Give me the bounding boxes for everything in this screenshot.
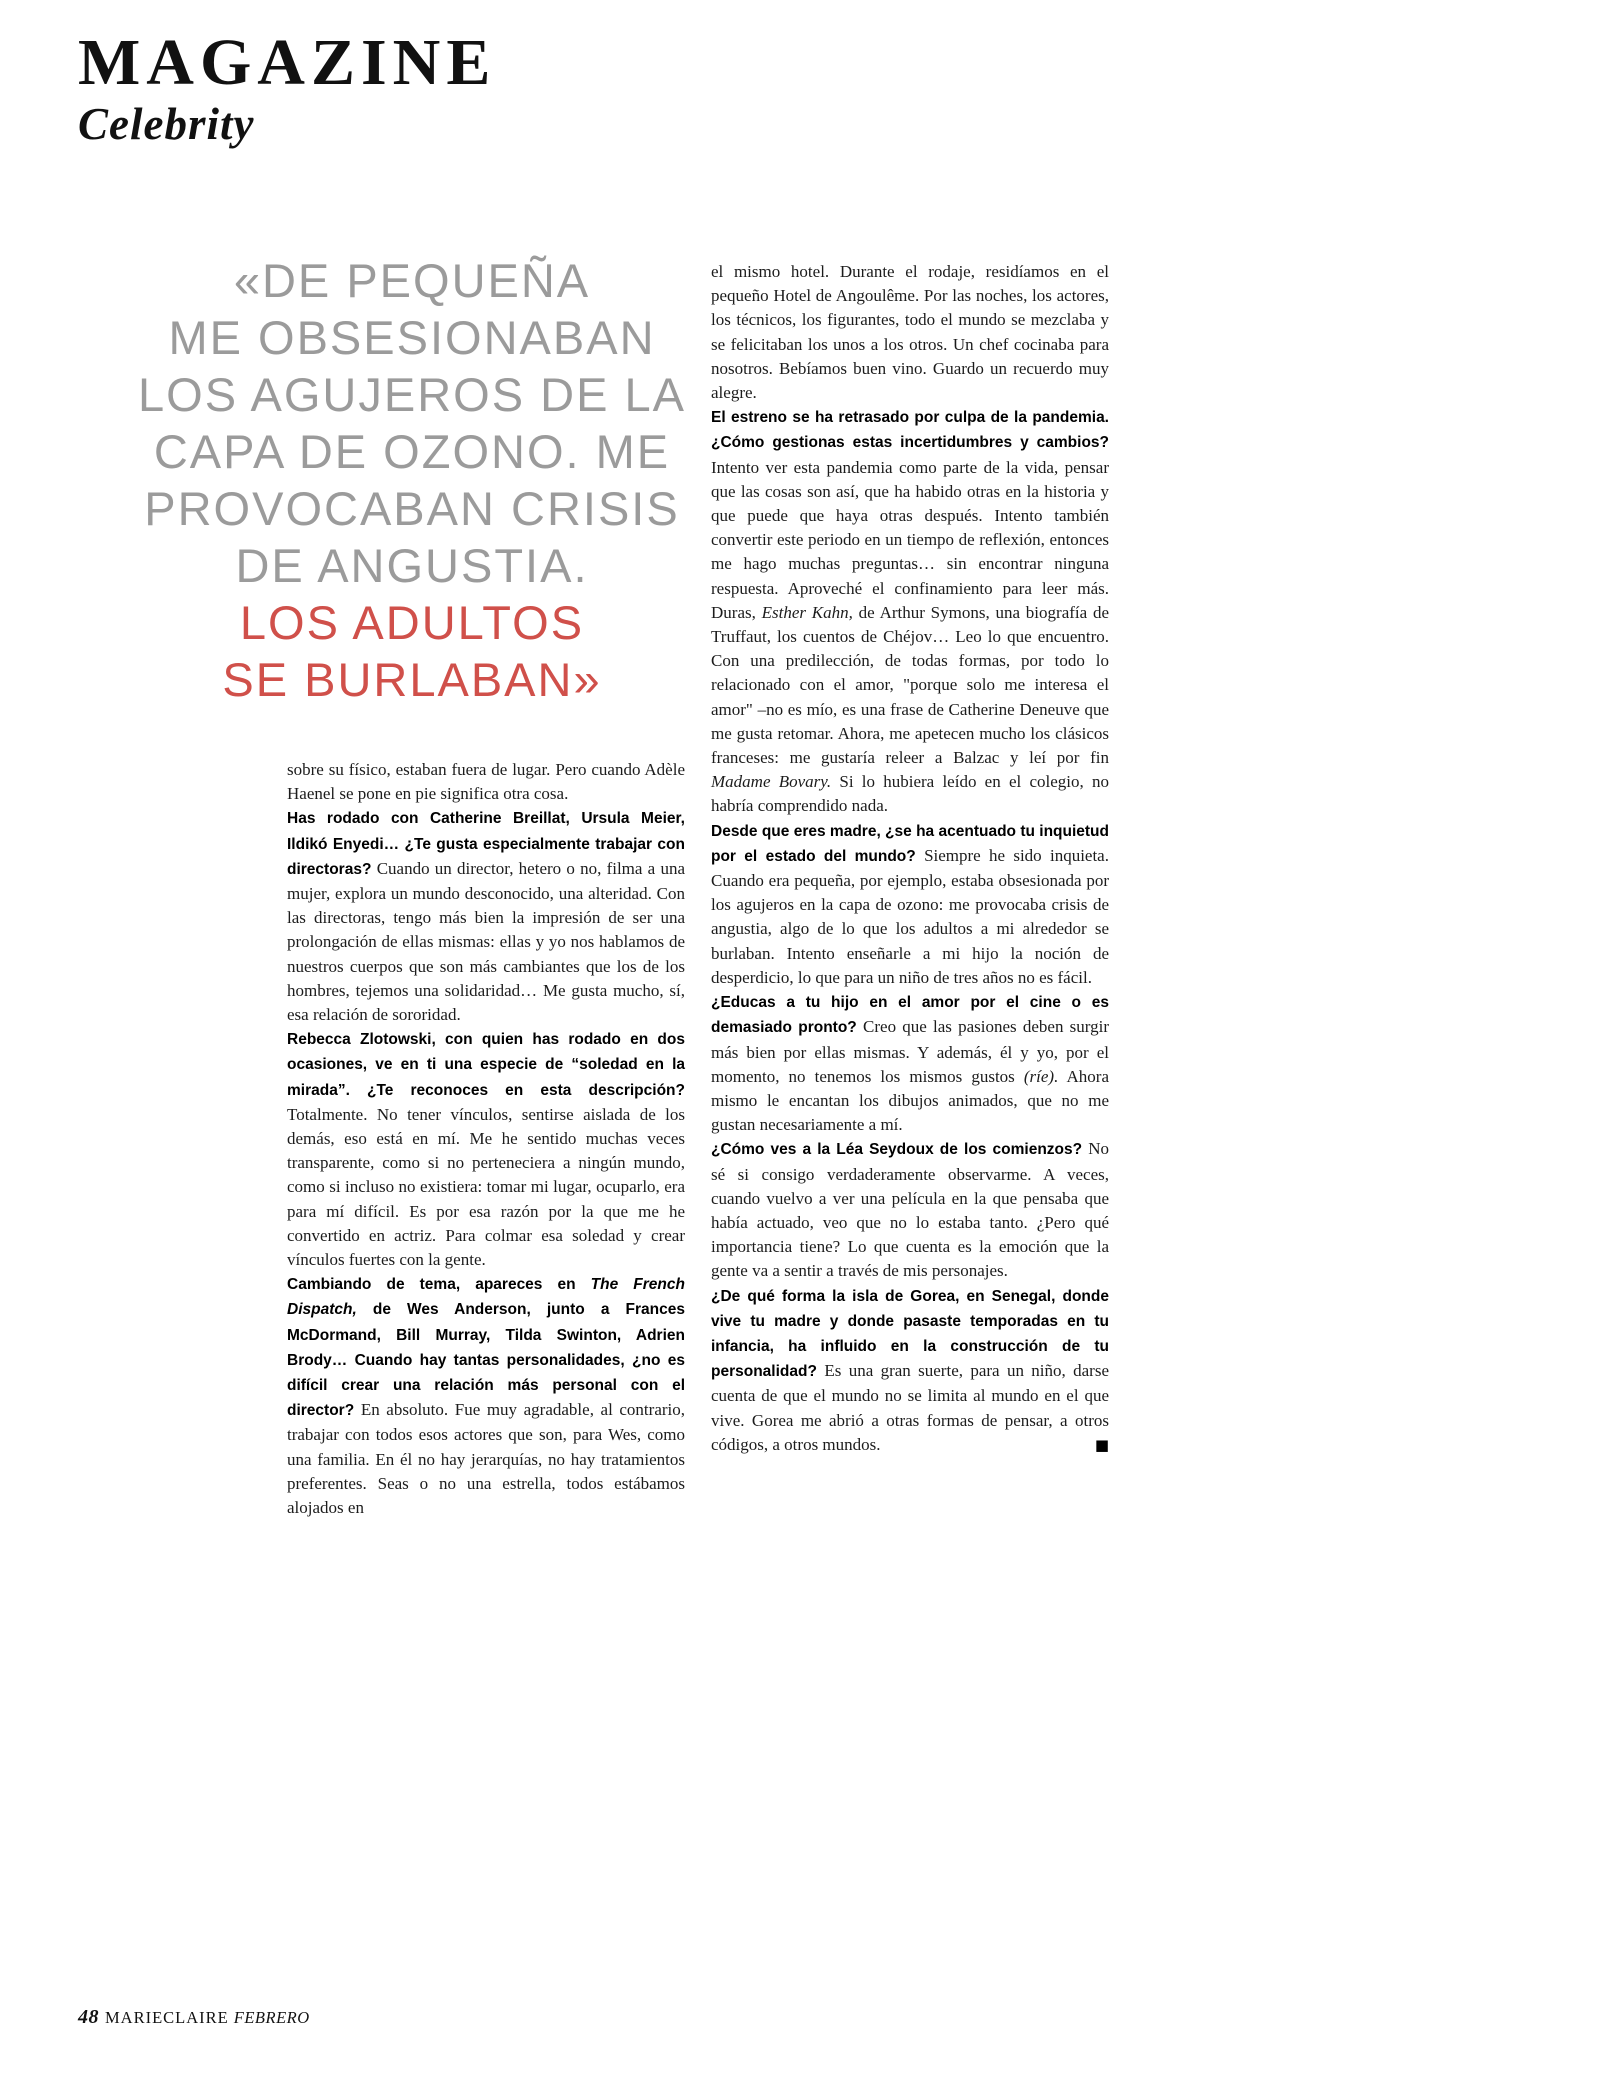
pull-quote-line: PROVOCABAN CRISIS xyxy=(144,482,680,535)
magazine-name: MARIECLAIRE xyxy=(105,2008,229,2027)
pull-quote-line: CAPA DE OZONO. ME xyxy=(153,425,671,478)
question-text: ¿Cómo ves a la Léa Seydoux de los comienzos? xyxy=(711,1141,1089,1159)
answer-text: Ahora mismo le encantan los dibujos animados, que no me gustan necesariamente a mí. xyxy=(711,1066,1110,1135)
page-footer xyxy=(78,2006,310,2029)
question-text: de Wes Anderson, junto a Frances McDormand, Bill Murray, Tilda Swinton, Adrien Brody… Cuando hay tantas personalidades, ¿no es difícil crear una relación más personal con el director? xyxy=(287,1301,685,1420)
qa-paragraph xyxy=(711,260,1109,405)
qa-paragraph xyxy=(711,405,1109,818)
answer-text: Creo que las pasiones deben surgir más bien por ellas mismas. Y además, él y yo, por el momento, no tenemos los mismos gustos xyxy=(711,1017,1110,1086)
answer-text: el mismo hotel. Durante el rodaje, residíamos en el pequeño Hotel de Angoulême. Por las noches, los actores, los técnicos, los figurantes, todo el mundo se mezclaba y se felicitaban los unos a los otros. Un chef cocinaba para nosotros. Bebíamos buen vino. Guardo un recuerdo muy alegre. xyxy=(711,262,1109,403)
pull-quote xyxy=(112,252,712,708)
question-text: Rebecca Zlotowski, con quien has rodado en dos ocasiones, ve en ti una especie de “soledad en la mirada”. ¿Te reconoces en esta descripción? xyxy=(287,1031,685,1099)
pull-quote-line: SE BURLABAN» xyxy=(222,653,602,706)
answer-text: No sé si consigo verdaderamente observarme. A veces, cuando vuelvo a ver una película en la que pensaba que había actuado, veo que no lo estaba tanto. ¿Pero qué importancia tiene? Lo que cuenta es la emoción que la gente va a sentir a través de mis personajes. xyxy=(711,1139,1109,1281)
question-text: ¿Educas a tu hijo en el amor por el cine o es demasiado pronto? xyxy=(711,994,1109,1037)
question-text: ¿De qué forma la isla de Gorea, en Senegal, donde vive tu madre y donde pasaste temporadas en tu infancia, ha influido en la construcción de tu personalidad? xyxy=(711,1287,1109,1381)
pull-quote-line: LOS AGUJEROS DE LA xyxy=(138,368,686,421)
qa-paragraph xyxy=(287,1272,685,1520)
page-number: 48 xyxy=(78,2006,99,2028)
answer-text: Cuando un director, hetero o no, filma a una mujer, explora un mundo desconocido, una alteridad. Con las directoras, tengo más bien la impresión de ser una prolongación de ellas mismas: ellas y yo nos hablamos de nuestros cuerpos que son más cambiantes que los de los hombres, tejemos una solidaridad… Me gusta mucho, sí, esa relación de sororidad. xyxy=(287,858,685,1025)
answer-text: (ríe). xyxy=(1023,1066,1059,1086)
qa-paragraph xyxy=(711,819,1109,990)
pull-quote-line: ME OBSESIONABAN xyxy=(168,311,656,364)
qa-paragraph xyxy=(287,806,685,1027)
pull-quote-line: «DE PEQUEÑA xyxy=(233,254,591,307)
article-right-column xyxy=(711,260,1109,1457)
section-title: MAGAZINE xyxy=(78,26,497,99)
pull-quote-line: LOS ADULTOS xyxy=(239,596,585,649)
answer-text: sobre su físico, estaban fuera de lugar. Pero cuando Adèle Haenel se pone en pie significa otra cosa. xyxy=(287,760,685,804)
qa-paragraph xyxy=(287,1027,685,1272)
issue-month: FEBRERO xyxy=(233,2008,310,2027)
article-left-column xyxy=(287,758,685,1520)
end-mark: ■ xyxy=(1094,1435,1109,1454)
answer-text: de Arthur Symons, una biografía de Truffaut, los cuentos de Chéjov… Leo lo que encuentro. Con una predilección, de todas formas, por todo lo relacionado con el amor, "porque solo me interesa el amor" –no es mío, es una frase de Catherine Deneuve que me gusta retomar. Ahora, me apetecen mucho los clásicos franceses: me gustaría releer a Balzac y leí por fin xyxy=(711,602,1109,768)
qa-paragraph xyxy=(711,1284,1109,1457)
question-text: The French Dispatch, xyxy=(287,1276,685,1319)
masthead xyxy=(78,26,497,149)
answer-text: Madame Bovary. xyxy=(711,772,832,792)
question-text: Cambiando de tema, apareces en xyxy=(287,1276,591,1294)
question-text: El estreno se ha retrasado por culpa de la pandemia. ¿Cómo gestionas estas incertidumbres y cambios? xyxy=(711,409,1109,452)
answer-text: Intento ver esta pandemia como parte de la vida, pensar que las cosas son así, que ha habido otras en la historia y que puede que haya otras después. Intento también convertir este periodo en un tiempo de reflexión, entonces me hago muchas preguntas… sin encontrar ninguna respuesta. Aproveché el confinamiento para leer más. Duras, xyxy=(711,457,1109,622)
answer-text: En absoluto. Fue muy agradable, al contrario, trabajar con todos esos actores que son, para Wes, como una familia. En él no hay jerarquías, no hay tratamientos preferentes. Seas o no una estrella, todos estábamos alojados en xyxy=(287,1400,685,1518)
answer-text: Totalmente. No tener vínculos, sentirse aislada de los demás, eso está en mí. Me he sentido muchas veces transparente, como si no perteneciera a ningún mundo, como si incluso no existiera: tomar mi lugar, ocuparlo, era para mí difícil. Es por esa razón por la que me he convertido en actriz. Para colmar esa soledad y crear vínculos fuertes con la gente. xyxy=(287,1104,685,1270)
answer-text: Es una gran suerte, para un niño, darse cuenta de que el mundo no se limita al mundo en el que vive. Gorea me abrió a otras formas de pensar, a otros códigos, a otros mundos. xyxy=(711,1361,1109,1454)
answer-text: Siempre he sido inquieta. Cuando era pequeña, por ejemplo, estaba obsesionada por los agujeros en la capa de ozono: me provocaba crisis de angustia, algo de lo que los adultos a mi alrededor se burlaban. Intento enseñarle a mi hijo la noción de desperdicio, lo que para un niño de tres años no es fácil. xyxy=(711,845,1109,987)
pull-quote-line: DE ANGUSTIA. xyxy=(235,539,589,592)
answer-text: Si lo hubiera leído en el colegio, no habría comprendido nada. xyxy=(711,772,1109,816)
question-text: Has rodado con Catherine Breillat, Ursula Meier, Ildikó Enyedi… ¿Te gusta especialmente trabajar con directoras? xyxy=(287,810,685,878)
question-text: Desde que eres madre, ¿se ha acentuado tu inquietud por el estado del mundo? xyxy=(711,822,1109,865)
qa-paragraph xyxy=(287,758,685,806)
section-subtitle: Celebrity xyxy=(78,99,255,149)
qa-paragraph xyxy=(711,990,1109,1137)
qa-paragraph xyxy=(711,1137,1109,1283)
answer-text: Esther Kahn, xyxy=(761,602,853,622)
